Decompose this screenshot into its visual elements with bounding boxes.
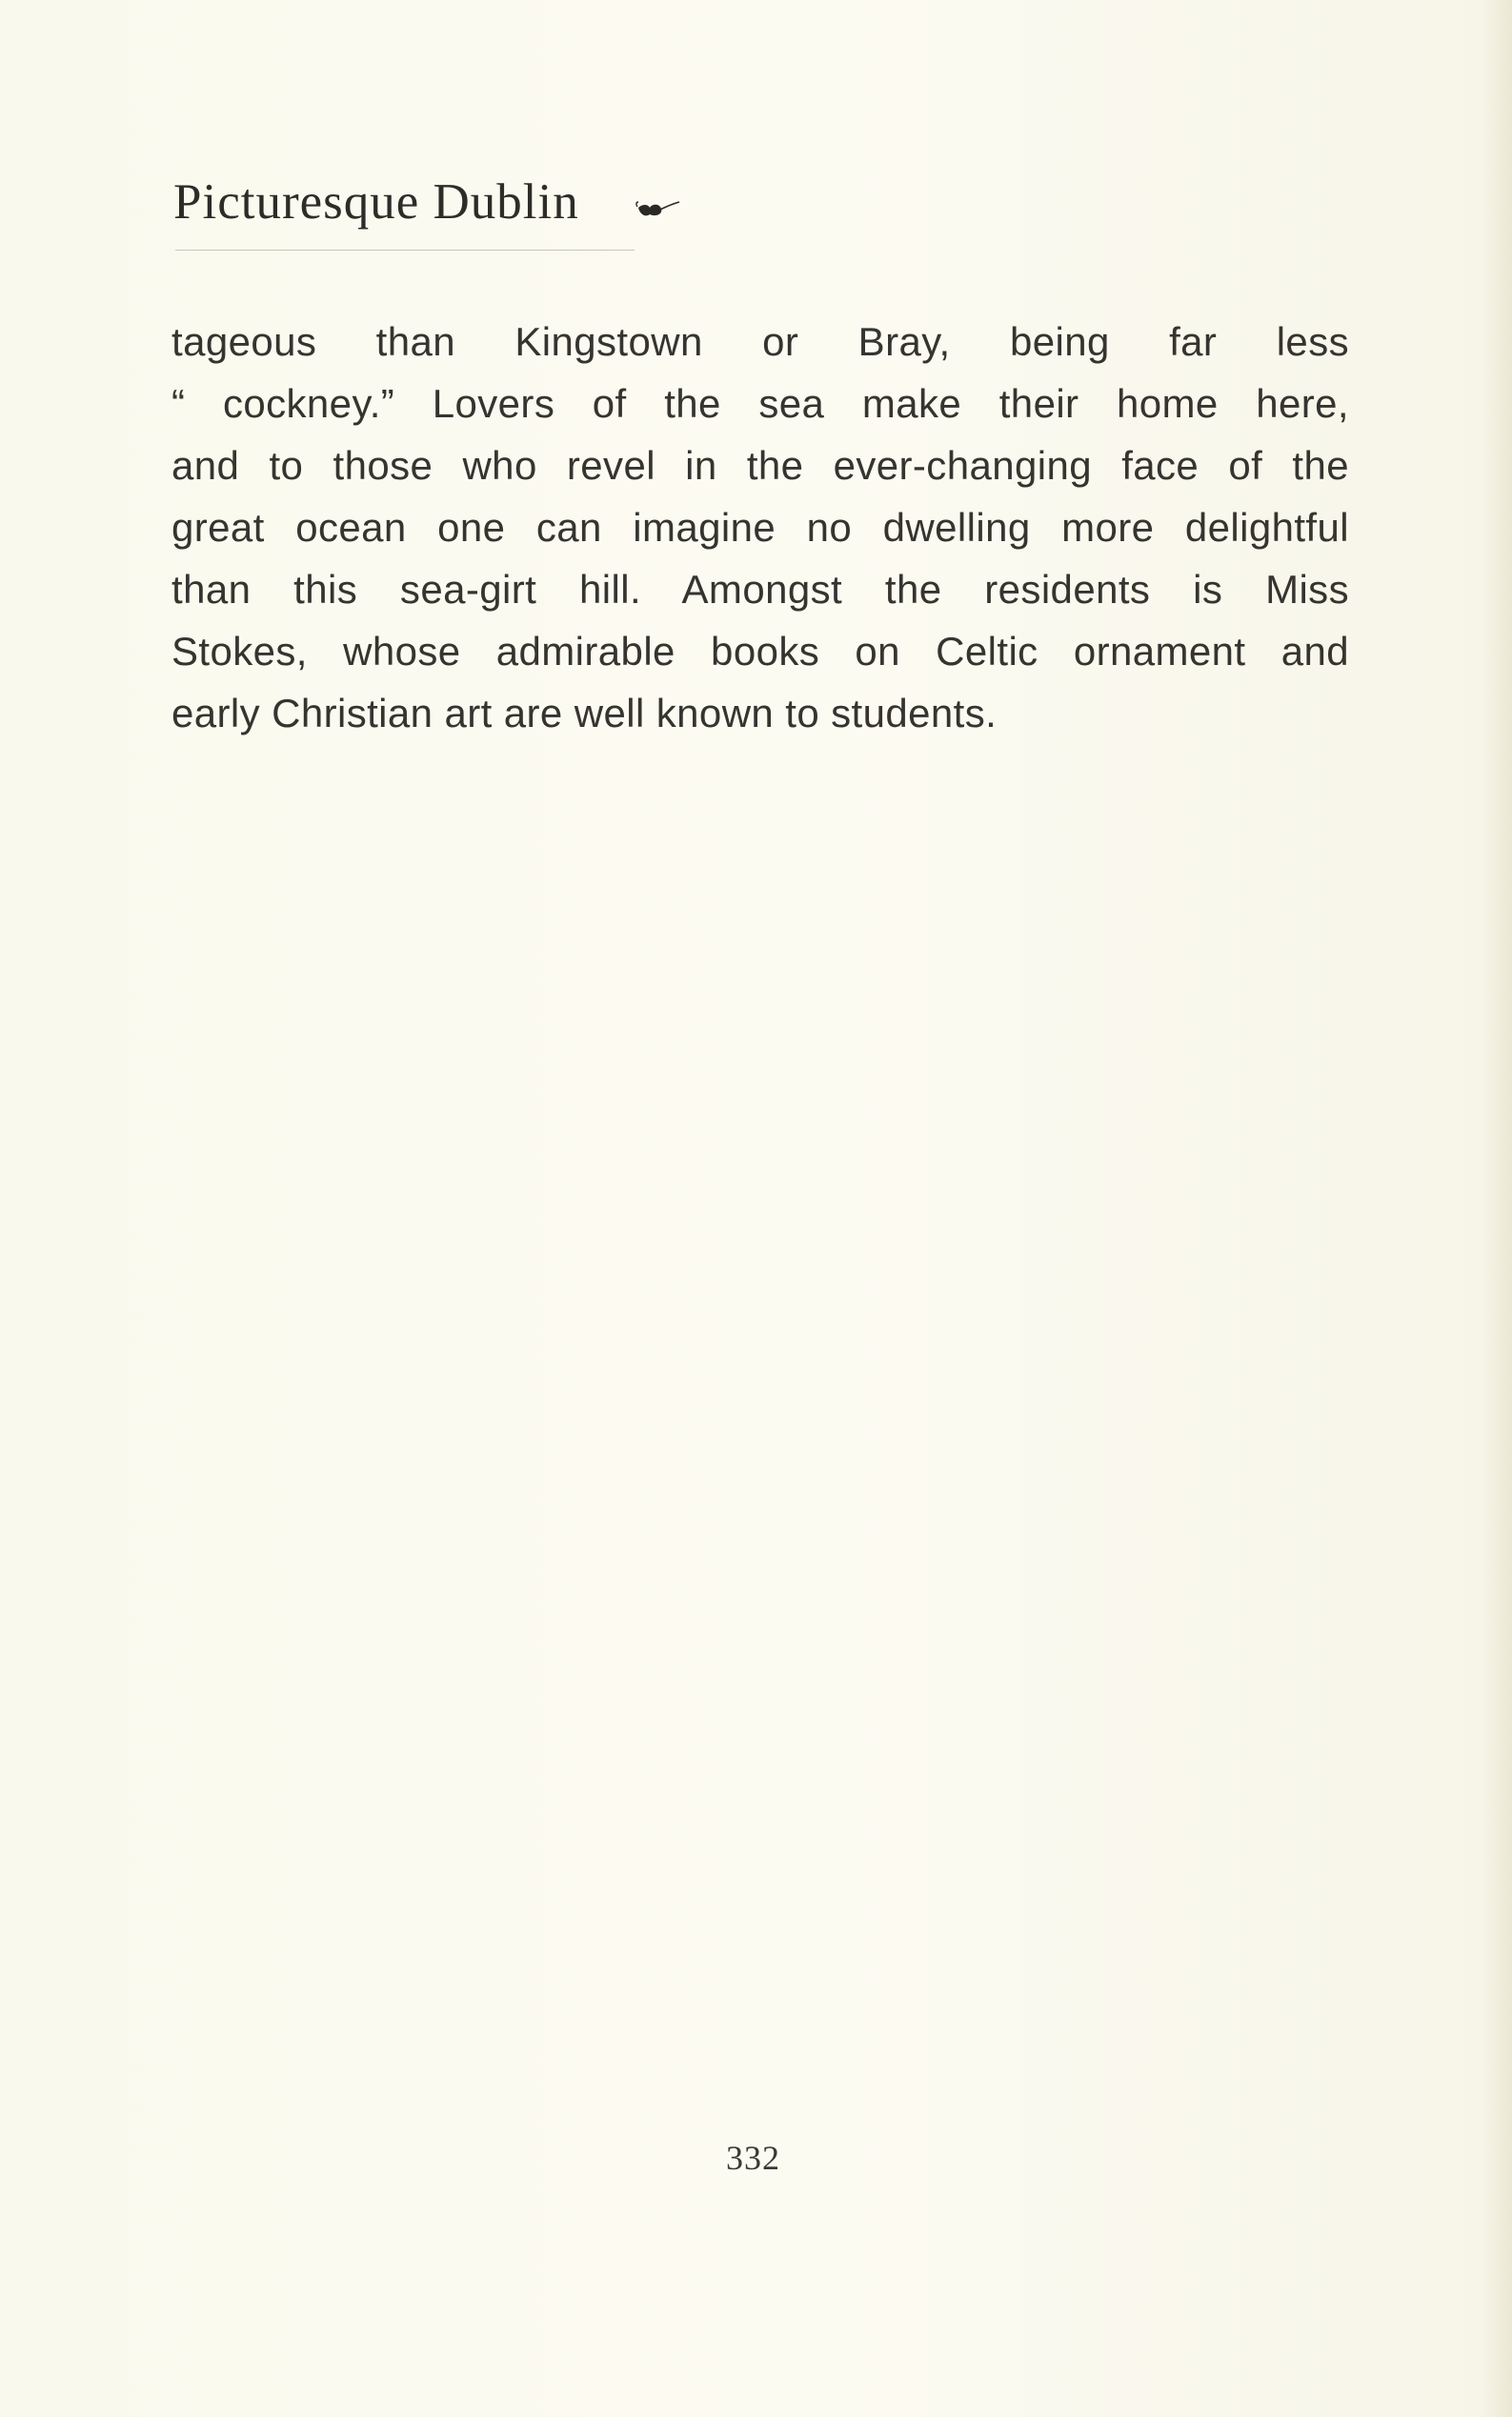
page-edge-shadow <box>1480 0 1512 2417</box>
text-line: Stokes, whose admirable books on Celtic ornament and <box>171 629 1349 674</box>
running-head-rule <box>175 250 635 251</box>
text-line: “ cockney.” Lovers of the sea make their home here, <box>171 381 1349 426</box>
running-head <box>173 174 682 230</box>
fleuron-icon <box>635 198 682 221</box>
body-paragraph <box>171 311 1349 744</box>
text-line: tageous than Kingstown or Bray, being far less <box>171 319 1349 364</box>
text-line: than this sea-girt hill. Amongst the residents is Miss <box>171 567 1349 612</box>
text-line: great ocean one can imagine no dwelling more delightful <box>171 505 1349 550</box>
page-number: 332 <box>726 2139 780 2177</box>
text-line: and to those who revel in the ever-changing face of the <box>171 443 1349 488</box>
running-head-title: Picturesque Dublin <box>173 174 579 230</box>
text-line: early Christian art are well known to students. <box>171 691 998 735</box>
